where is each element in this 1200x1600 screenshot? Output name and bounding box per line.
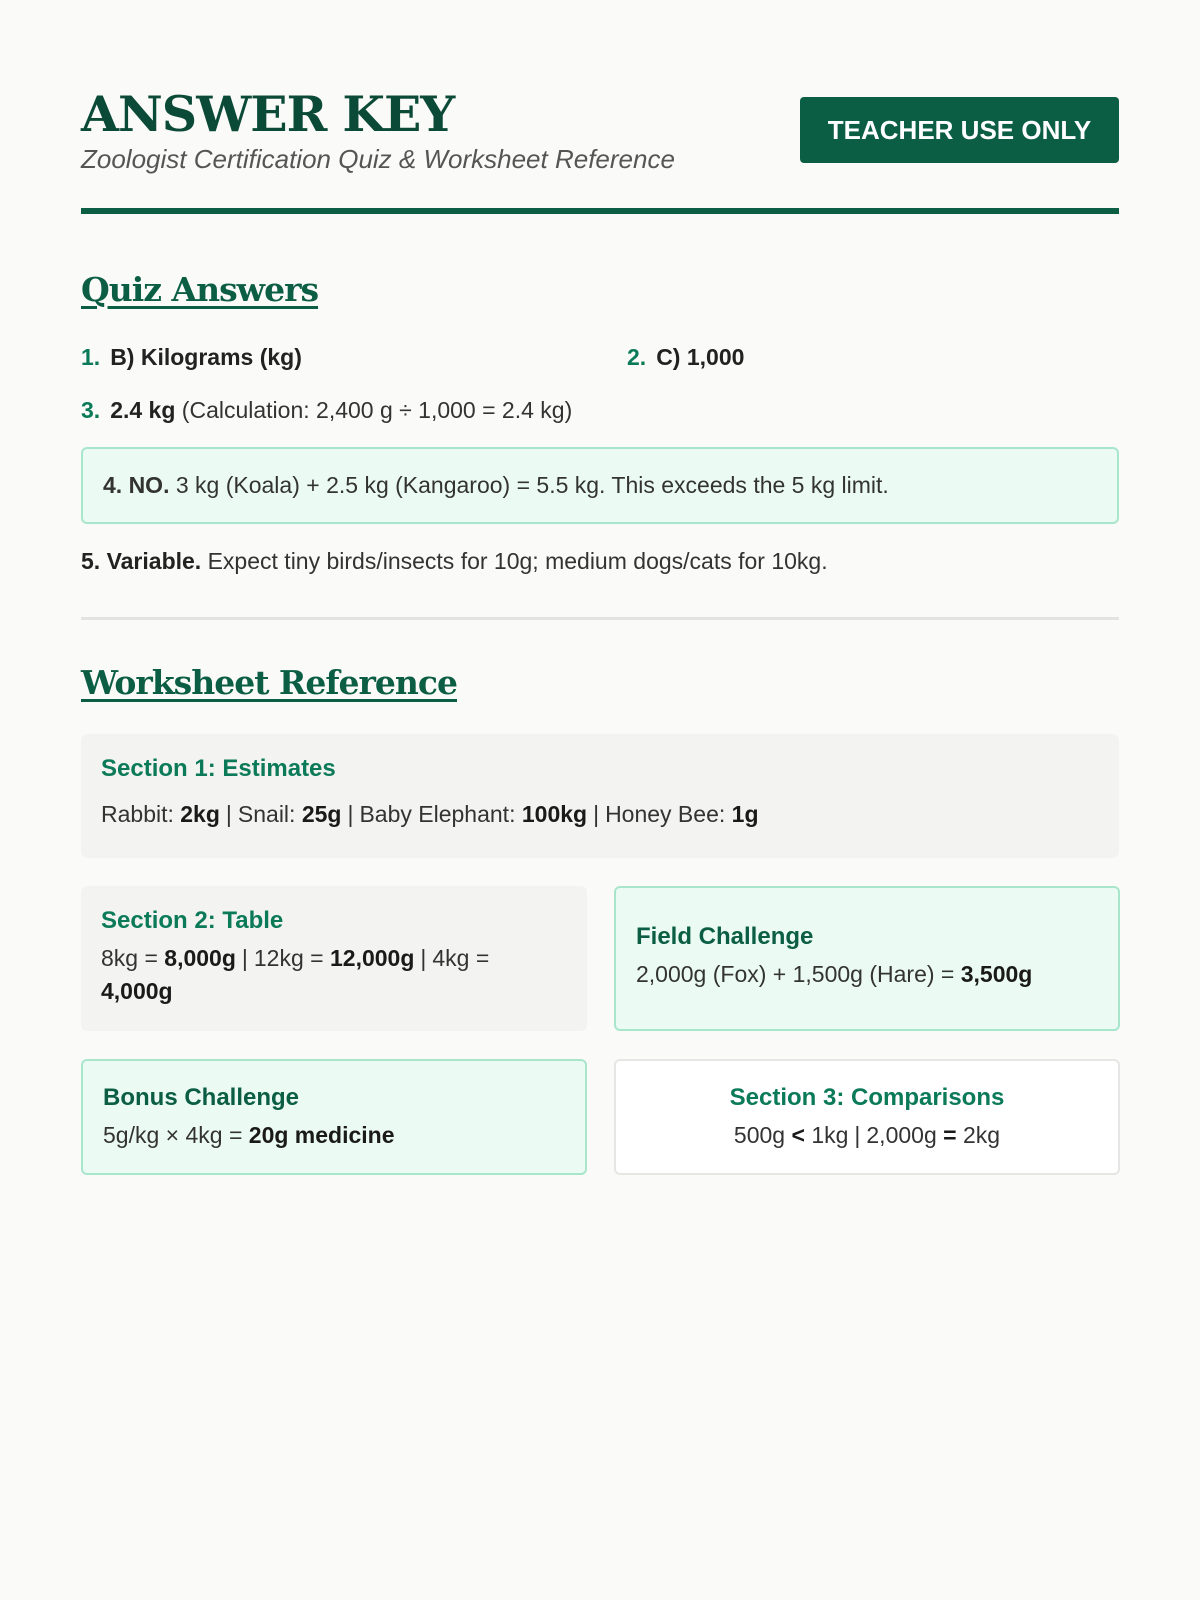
header (81, 86, 1119, 214)
teacher-only-badge: TEACHER USE ONLY (800, 97, 1119, 163)
estimate-label: Baby Elephant: (359, 801, 516, 827)
comparison-right: 1kg (811, 1122, 849, 1148)
estimate-label: Honey Bee: (605, 801, 726, 827)
card-title: Section 1: Estimates (101, 755, 336, 782)
challenge-value: 20g medicine (248, 1122, 395, 1148)
card-body: 8kg = 8,000g | 12kg = 12,000g | 4kg = 4,000g (101, 945, 490, 1004)
answer-number: 1. (81, 344, 101, 370)
section-2-table-card (81, 886, 587, 1031)
answer-value: C) 1,000 (656, 344, 745, 370)
conversion-label: 8kg = (101, 945, 158, 971)
estimate-value: 100kg (521, 801, 588, 827)
conversion-value: 12,000g (329, 945, 415, 971)
bonus-challenge-card (81, 1059, 587, 1175)
answer-number: 3. (81, 397, 101, 423)
answer-text: Expect tiny birds/insects for 10g; medium dogs/cats for 10kg. (207, 548, 828, 574)
quiz-answers-heading: Quiz Answers (81, 270, 319, 309)
conversion-label: 12kg = (253, 945, 324, 971)
comparison-operator: < (791, 1122, 805, 1148)
comparison-left: 500g (733, 1122, 786, 1148)
card-body: 500g < 1kg | 2,000g = 2kg (733, 1122, 1001, 1148)
estimate-label: Snail: (237, 801, 296, 827)
quiz-answer-3 (81, 395, 572, 425)
answer-label: 4. NO. (103, 472, 170, 498)
challenge-text: 2,000g (Fox) + 1,500g (Hare) = (636, 961, 955, 987)
section-1-estimates-card (81, 734, 1119, 858)
field-challenge-card (614, 886, 1120, 1031)
page-subtitle: Zoologist Certification Quiz & Worksheet Reference (81, 144, 675, 174)
answer-number: 2. (627, 344, 647, 370)
worksheet-reference-heading: Worksheet Reference (81, 663, 458, 702)
section-3-comparisons-card (614, 1059, 1120, 1175)
challenge-text: 5g/kg × 4kg = (103, 1122, 243, 1148)
conversion-label: 4kg = (432, 945, 490, 971)
answer-label: 5. Variable. (81, 548, 202, 574)
answer-value: 2.4 kg (110, 397, 176, 423)
conversion-value: 4,000g (101, 978, 173, 1004)
comparison-left: 2,000g (866, 1122, 937, 1148)
quiz-answer-4 (81, 447, 1119, 524)
answer-calculation: (Calculation: 2,400 g ÷ 1,000 = 2.4 kg) (181, 397, 573, 423)
card-body (636, 958, 1098, 991)
section-divider (81, 617, 1119, 620)
estimate-value: 2kg (180, 801, 220, 827)
quiz-answer-5 (81, 546, 828, 576)
card-body (103, 1119, 565, 1152)
card-title: Section 2: Table (101, 907, 284, 934)
answer-value: B) Kilograms (kg) (110, 344, 302, 370)
card-title: Bonus Challenge (103, 1084, 300, 1111)
conversion-value: 8,000g (164, 945, 236, 971)
comparison-right: 2kg (962, 1122, 1001, 1148)
answer-text: 3 kg (Koala) + 2.5 kg (Kangaroo) = 5.5 kg. This exceeds the 5 kg limit. (175, 472, 889, 498)
estimate-label: Rabbit: (101, 801, 174, 827)
estimate-value: 1g (731, 801, 759, 827)
estimate-value: 25g (301, 801, 342, 827)
comparison-operator: = (943, 1122, 957, 1148)
card-title: Section 3: Comparisons (729, 1084, 1005, 1111)
card-title: Field Challenge (636, 923, 814, 950)
quiz-answer-2 (627, 342, 744, 372)
page-title: ANSWER KEY (81, 85, 455, 143)
challenge-value: 3,500g (960, 961, 1033, 987)
card-body: Rabbit: 2kg | Snail: 25g | Baby Elephant: 100kg | Honey Bee: 1g (101, 801, 759, 827)
quiz-answer-1 (81, 342, 302, 372)
